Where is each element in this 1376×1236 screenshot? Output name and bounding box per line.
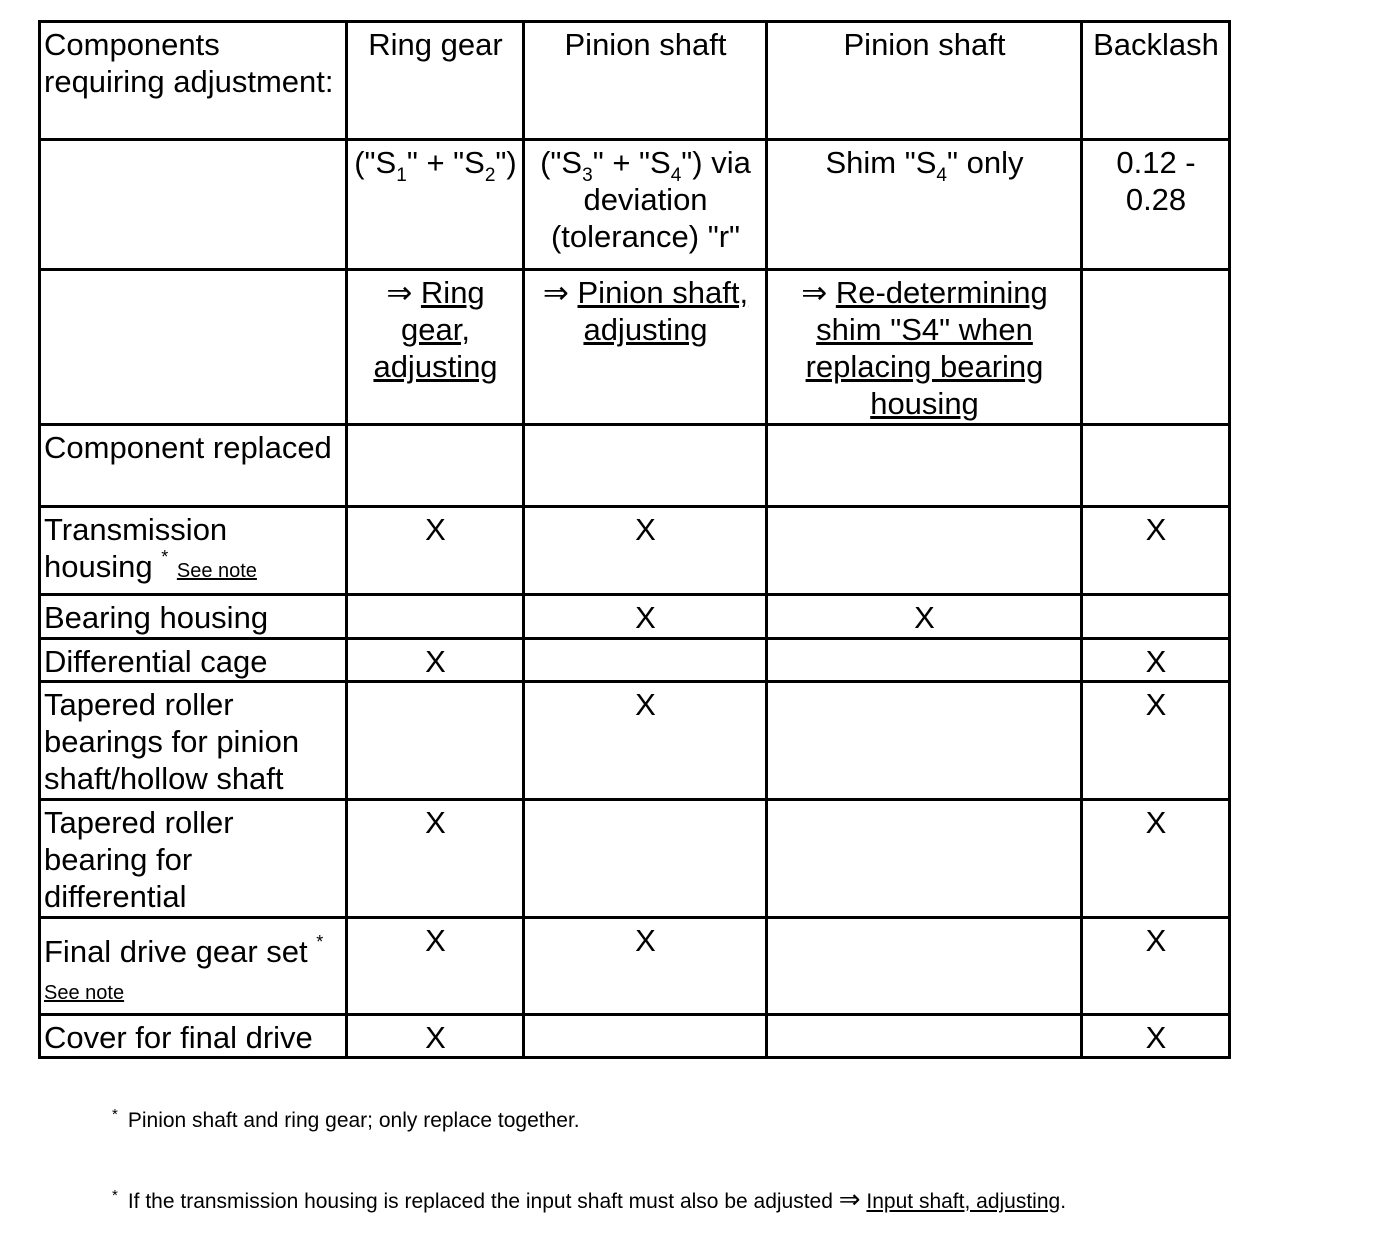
mark-x: X <box>1082 639 1230 682</box>
link-cell-pinion-shaft-2 <box>767 270 1082 425</box>
row-label-transmission-housing: Transmission housing * See note <box>40 507 347 595</box>
pinion-shaft-adjusting-link[interactable]: Pinion shaft, adjusting <box>577 275 749 347</box>
empty-cell <box>767 918 1082 1015</box>
asterisk-icon: * <box>112 1106 118 1123</box>
table-row <box>40 639 1230 682</box>
shim-pinion-shaft-1: ("$S_3$" + "$S_4$") via deviation (tolerance) "r" <box>524 140 767 270</box>
header-pinion-shaft-1: Pinion shaft <box>524 22 767 140</box>
shim-pinion-shaft-2: Shim "$S_4$" only <box>767 140 1082 270</box>
mark-x: X <box>1082 507 1230 595</box>
mark-x: X <box>524 918 767 1015</box>
mark-x: X <box>1082 1015 1230 1058</box>
link-row <box>40 270 1230 425</box>
empty-cell <box>767 1015 1082 1058</box>
empty-cell <box>524 425 767 507</box>
row-label-tapered-roller-bearing-differential: Tapered roller bearing for differential <box>40 800 347 918</box>
empty-cell <box>524 1015 767 1058</box>
mark-x: X <box>524 682 767 800</box>
mark-x: X <box>347 507 524 595</box>
adjustment-table <box>38 20 1231 1059</box>
table-row <box>40 595 1230 639</box>
arrow-right-icon: ⇒ <box>801 275 828 310</box>
component-replaced-label: Component replaced <box>40 425 347 507</box>
empty-cell <box>1082 425 1230 507</box>
shim-row-empty <box>40 140 347 270</box>
footnote-1-text: Pinion shaft and ring gear; only replace together. <box>127 1109 580 1132</box>
footnote-2-text: If the transmission housing is replaced the input shaft must also be adjusted <box>127 1190 833 1213</box>
mark-x: X <box>347 1015 524 1058</box>
link-row-backlash-empty <box>1082 270 1230 425</box>
empty-cell <box>767 507 1082 595</box>
shim-row <box>40 140 1230 270</box>
empty-cell <box>767 639 1082 682</box>
empty-cell <box>524 639 767 682</box>
ring-gear-adjusting-link[interactable]: Ring gear, adjusting <box>373 275 498 384</box>
empty-cell <box>347 595 524 639</box>
table-row <box>40 1015 1230 1058</box>
header-backlash: Backlash <box>1082 22 1230 140</box>
mark-x: X <box>767 595 1082 639</box>
mark-x: X <box>1082 800 1230 918</box>
arrow-right-icon: ⇒ <box>386 275 413 310</box>
mark-x: X <box>347 639 524 682</box>
row-label-differential-cage: Differential cage <box>40 639 347 682</box>
footnote-1 <box>112 1108 580 1136</box>
asterisk-icon: * <box>112 1187 118 1204</box>
mark-x: X <box>347 800 524 918</box>
empty-cell <box>1082 595 1230 639</box>
empty-cell <box>767 682 1082 800</box>
arrow-right-icon: ⇒ <box>838 1184 861 1214</box>
footnote-2 <box>112 1186 1066 1217</box>
link-cell-ring-gear <box>347 270 524 425</box>
redetermining-shim-s4-link[interactable]: Re-determining shim "S4" when replacing bearing housing <box>805 275 1048 421</box>
row-label-final-drive-gear-set: Final drive gear set * See note <box>40 918 347 1015</box>
row-label-cover-final-drive: Cover for final drive <box>40 1015 347 1058</box>
empty-cell <box>524 800 767 918</box>
component-replaced-row <box>40 425 1230 507</box>
header-ring-gear: Ring gear <box>347 22 524 140</box>
link-cell-pinion-shaft-1 <box>524 270 767 425</box>
mark-x: X <box>524 595 767 639</box>
mark-x: X <box>524 507 767 595</box>
footnote-2-period: . <box>1060 1190 1067 1213</box>
header-row <box>40 22 1230 140</box>
shim-ring-gear: ("$S_1$" + "$S_2$") <box>347 140 524 270</box>
empty-cell <box>767 425 1082 507</box>
empty-cell <box>347 682 524 800</box>
link-row-empty <box>40 270 347 425</box>
header-pinion-shaft-2: Pinion shaft <box>767 22 1082 140</box>
arrow-right-icon: ⇒ <box>542 275 569 310</box>
row-label-tapered-roller-bearings-pinion: Tapered roller bearings for pinion shaft/hollow shaft <box>40 682 347 800</box>
table-row <box>40 682 1230 800</box>
mark-x: X <box>1082 918 1230 1015</box>
see-note-link[interactable]: See note <box>176 560 257 582</box>
table-row <box>40 918 1230 1015</box>
table-row <box>40 800 1230 918</box>
shim-backlash: 0.12 - 0.28 <box>1082 140 1230 270</box>
input-shaft-adjusting-link[interactable]: Input shaft, adjusting <box>866 1190 1061 1213</box>
see-note-link[interactable]: See note <box>44 982 125 1004</box>
mark-x: X <box>1082 682 1230 800</box>
mark-x: X <box>347 918 524 1015</box>
empty-cell <box>347 425 524 507</box>
empty-cell <box>767 800 1082 918</box>
header-components: Components requiring adjustment: <box>40 22 347 140</box>
row-label-bearing-housing: Bearing housing <box>40 595 347 639</box>
table-row <box>40 507 1230 595</box>
